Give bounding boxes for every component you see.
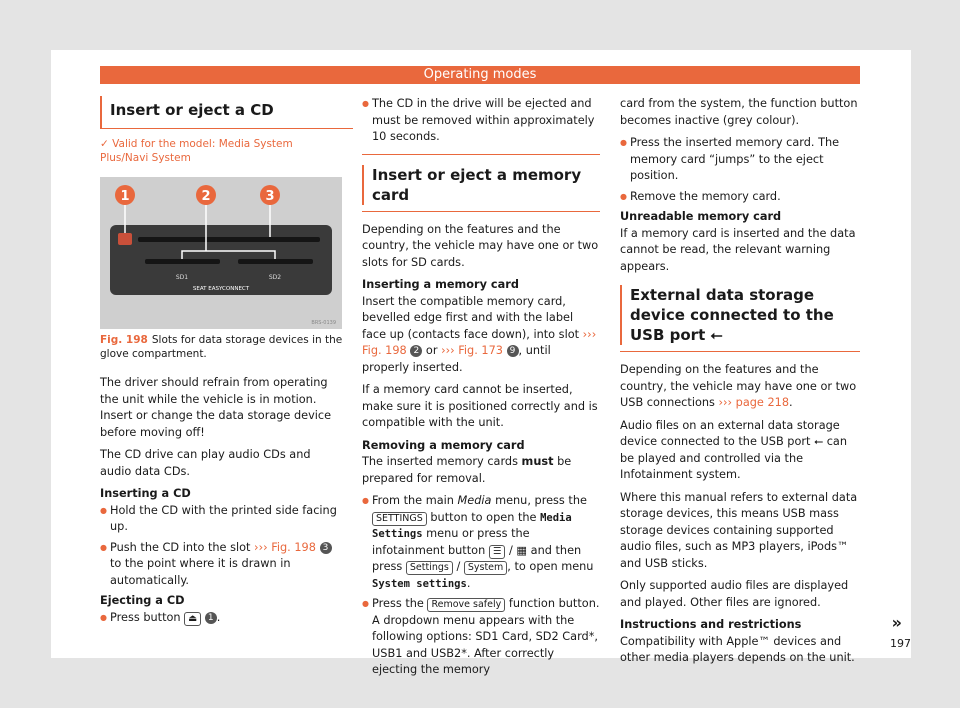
subheading: Instructions and restrictions bbox=[620, 618, 802, 631]
usb-icon: ⭠ bbox=[814, 435, 824, 448]
section-heading-cd: Insert or eject a CD bbox=[100, 96, 353, 129]
list-item: ● The CD in the drive will be ejected and must be removed within approximately 10 seconds. bbox=[362, 96, 600, 146]
paragraph: Only supported audio files are displayed and played. Other files are ignored. bbox=[620, 579, 849, 609]
page-header: Operating modes bbox=[100, 66, 860, 84]
figure-198 bbox=[100, 177, 342, 329]
column-1 bbox=[100, 96, 343, 630]
callout-ref-1: 1 bbox=[205, 612, 217, 624]
list-item: ● From the main Media menu, press the SETTINGS button to open the Media Settings menu or press the infotainment button ☰ / ▦ and then press Settings / System , to open menu System settings. bbox=[362, 493, 600, 592]
subheading: Ejecting a CD bbox=[100, 594, 185, 607]
list-item: ● Press button ⏏ 1 . bbox=[100, 610, 343, 627]
grid-icon: ▦ bbox=[516, 543, 528, 557]
paragraph: Depending on the features and the country, the vehicle may have one or two USB connections ››› page 218. bbox=[620, 363, 857, 409]
paragraph: Compatibility with Apple™ devices and other media players depends on the unit. bbox=[620, 634, 855, 664]
svg-text:1: 1 bbox=[120, 189, 130, 204]
figure-code: BRS-0139 bbox=[311, 320, 336, 326]
figure-link[interactable]: ››› Fig. 198 bbox=[362, 327, 597, 357]
continue-marker: » bbox=[891, 613, 902, 632]
paragraph: card from the system, the function button becomes inactive (grey colour). bbox=[620, 97, 858, 127]
paragraph: The CD drive can play audio CDs and audio data CDs. bbox=[100, 448, 311, 478]
paragraph: The inserted memory cards must be prepared for removal. bbox=[362, 455, 572, 485]
paragraph: If a memory card is inserted and the data cannot be read, the relevant warning appears. bbox=[620, 226, 856, 273]
list-item: ● Press the Remove safely function button. A dropdown menu appears with the following options: SD1 Card, SD2 Card*, USB1 and USB2*. After correctly ejecting the memory bbox=[362, 596, 600, 679]
eject-icon: ⏏ bbox=[184, 612, 201, 626]
check-icon: ✓ bbox=[100, 138, 109, 150]
paragraph: Audio files on an external data storage device connected to the USB port ⭠ can be played and controlled via the Infotainment system. bbox=[620, 418, 847, 481]
usb-icon: ⭠ bbox=[710, 326, 723, 344]
svg-text:2: 2 bbox=[201, 189, 211, 204]
column-3 bbox=[620, 96, 860, 673]
menu-icon: ☰ bbox=[489, 545, 506, 559]
list-item: ● Press the inserted memory card. The memory card “jumps” to the eject position. bbox=[620, 135, 860, 185]
slot-label-sd1: SD1 bbox=[175, 274, 189, 281]
figure-link[interactable]: ››› Fig. 173 bbox=[441, 344, 503, 357]
settings-key: SETTINGS bbox=[372, 512, 427, 526]
subheading: Inserting a memory card bbox=[362, 278, 519, 291]
column-2 bbox=[362, 96, 600, 683]
paragraph: Where this manual refers to external data storage devices, this means USB mass storage devices containing supported audio files, such as MP3 players, iPods™ and USB sticks. bbox=[620, 490, 858, 570]
paragraph: If a memory card cannot be inserted, make sure it is positioned correctly and is compatible with the unit. bbox=[362, 383, 598, 429]
eject-button-illustration bbox=[118, 233, 132, 245]
callout-ref-3: 3 bbox=[320, 542, 332, 554]
glove-compartment-slots-illustration bbox=[100, 177, 342, 329]
paragraph: Depending on the features and the country, the vehicle may have one or two slots for SD cards. bbox=[362, 222, 599, 269]
figure-link[interactable]: ››› Fig. 198 bbox=[254, 540, 316, 554]
validity-note: ✓ Valid for the model: Media System Plus/Navi System bbox=[100, 138, 293, 164]
list-item: ● Push the CD into the slot ››› Fig. 198 3 to the point where it is drawn in automatically. bbox=[100, 540, 343, 590]
paragraph: The driver should refrain from operating the unit while the vehicle is in motion. Insert or change the data storage device before moving off! bbox=[100, 376, 332, 439]
remove-safely-key: Remove safely bbox=[427, 598, 505, 612]
page-number: 197 bbox=[890, 637, 911, 650]
brand-label: SEAT EASYCONNECT bbox=[192, 286, 250, 292]
slot-label-sd2: SD2 bbox=[268, 274, 282, 281]
section-heading-memory-card: Insert or eject a memory card bbox=[362, 165, 600, 205]
subheading: Unreadable memory card bbox=[620, 210, 782, 223]
figure-caption: Fig. 198 Slots for data storage devices in the glove compartment. bbox=[100, 334, 343, 360]
page-link[interactable]: ››› page 218 bbox=[718, 396, 790, 409]
subheading: Inserting a CD bbox=[100, 487, 191, 500]
subheading: Removing a memory card bbox=[362, 438, 525, 452]
paragraph: Insert the compatible memory card, bevelled edge first and with the label face up (contacts face down), into slot ››› Fig. 198 2 or ››› Fig. 173 9 , until properly inserted. bbox=[362, 294, 597, 374]
svg-text:3: 3 bbox=[265, 189, 275, 204]
list-item: ● Remove the memory card. bbox=[620, 189, 860, 206]
section-heading-usb: External data storage device connected to the USB port ⭠ bbox=[620, 285, 860, 345]
list-item: ● Hold the CD with the printed side facing up. bbox=[100, 503, 343, 536]
